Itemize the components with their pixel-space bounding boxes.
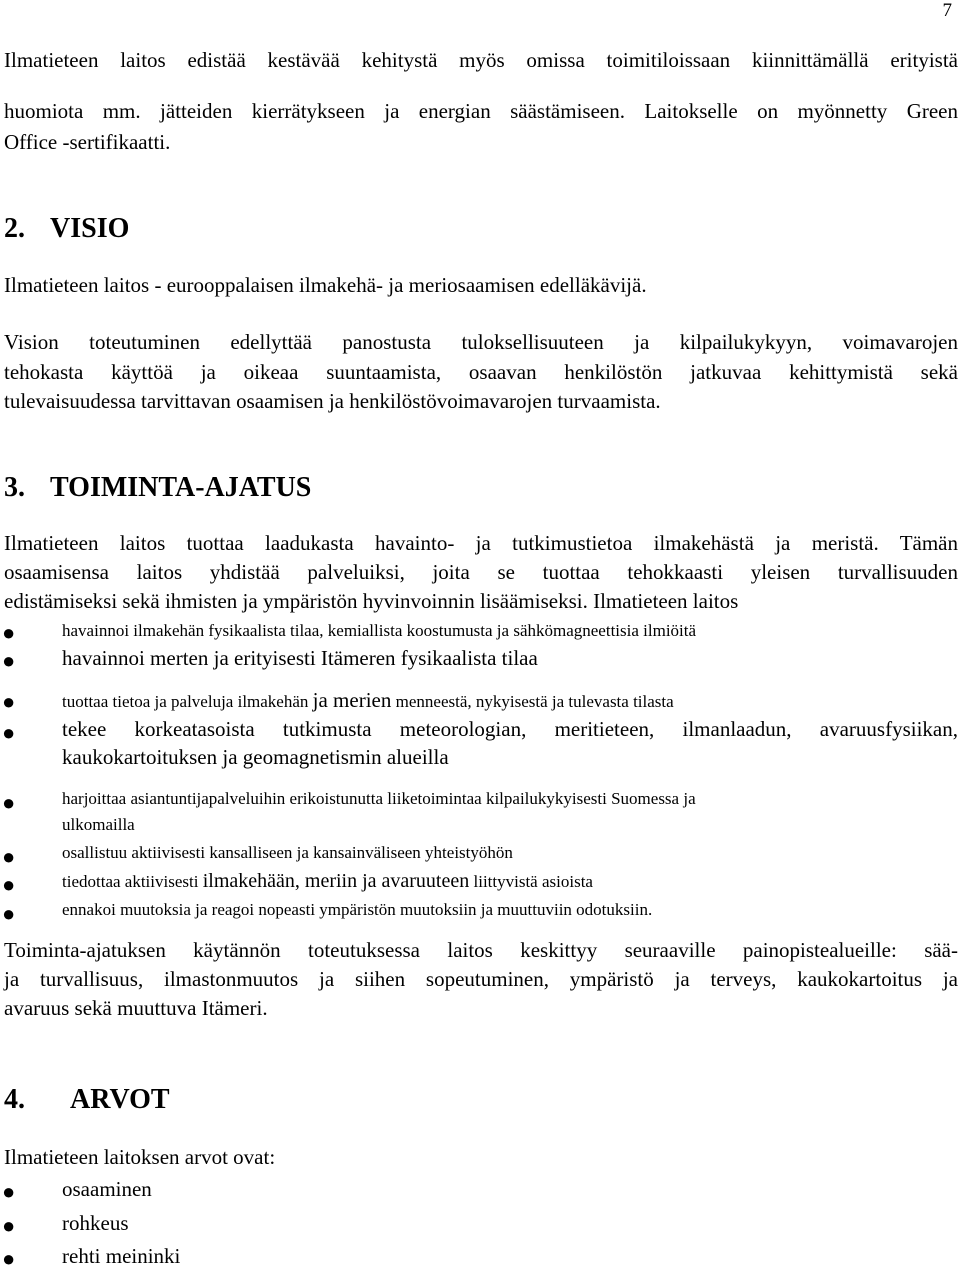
section-number: 2.	[4, 213, 25, 244]
bullet-icon: ●	[2, 648, 16, 673]
vision-line-3: tulevaisuudessa tarvittavan osaamisen ja henkilöstövoimavarojen turvaamista.	[4, 389, 661, 413]
bullet-icon: ●	[2, 689, 16, 714]
bullet-text-part: ilmakehään, meriin ja avaruuteen	[202, 870, 470, 892]
bullet-text: osallistuu aktiivisesti kansalliseen ja kansainväliseen yhteistyöhön	[62, 843, 513, 862]
bullet-text-part: menneestä, nykyisestä ja tulevasta tilasta	[391, 692, 674, 711]
bullet-icon: ●	[2, 901, 16, 926]
section-title: TOIMINTA-AJATUS	[50, 472, 312, 503]
bullet-icon: ●	[2, 1179, 16, 1204]
toiminta-line-3: edistämiseksi sekä ihmisten ja ympäristön hyvinvoinnin lisäämiseksi. Ilmatieteen laitos	[4, 589, 739, 613]
bullet-text	[62, 688, 674, 713]
section-number: 4.	[4, 1084, 25, 1115]
bullet-text-part: tiedottaa aktiivisesti	[62, 872, 203, 891]
bullet-text-part: harjoittaa asiantuntijapalveluihin erikoistunutta liiketoimintaa kilpailukykyisesti	[62, 789, 612, 808]
bullet-text	[62, 870, 593, 893]
bullet-text: tekee korkeatasoista tutkimusta meteorologian, meritieteen, ilmanlaadun, avaruusfysiikan,	[62, 717, 958, 741]
bullet-icon: ●	[2, 620, 16, 645]
vision-statement: Ilmatieteen laitos - eurooppalaisen ilmakehä- ja meriosaamisen edelläkävijä.	[4, 273, 647, 297]
page-number: 7	[942, 0, 952, 21]
bullet-text-continued: kaukokartoituksen ja geomagnetismin alueilla	[62, 745, 449, 769]
closing-line-3: avaruus sekä muuttuva Itämeri.	[4, 996, 268, 1020]
bullet-text: havainnoi ilmakehän fysikaalista tilaa, kemiallista koostumusta ja sähkömagneettisia ilmiöitä	[62, 621, 697, 640]
section-title: VISIO	[50, 213, 130, 244]
bullet-icon: ●	[2, 844, 16, 869]
bullet-text-continued: ulkomailla	[62, 815, 135, 834]
bullet-icon: ●	[2, 872, 16, 897]
section-heading-toiminta	[4, 472, 311, 504]
section-heading-arvot	[4, 1084, 170, 1116]
arvot-intro: Ilmatieteen laitoksen arvot ovat:	[4, 1145, 276, 1169]
section-heading-visio	[4, 213, 129, 245]
section-title: ARVOT	[70, 1084, 170, 1115]
bullet-text-part: ja merien	[312, 688, 392, 712]
toiminta-line-1: Ilmatieteen laitos tuottaa laadukasta havainto- ja tutkimustietoa ilmakehästä ja meristä. Tämän	[4, 531, 958, 555]
bullet-icon: ●	[2, 1246, 16, 1271]
bullet-text-part: Suomessa ja	[611, 789, 696, 808]
value-item: osaaminen	[62, 1177, 152, 1201]
intro-line-1: Ilmatieteen laitos edistää kestävää kehitystä myös omissa toimitiloissaan kiinnittämällä erityistä	[4, 48, 958, 72]
closing-line-1: Toiminta-ajatuksen käytännön toteutuksessa laitos keskittyy seuraaville painopistealueille: sää-	[4, 938, 958, 962]
bullet-icon: ●	[2, 790, 16, 815]
intro-line-3: Office -sertifikaatti.	[4, 130, 171, 154]
toiminta-line-2: osaamisensa laitos yhdistää palveluiksi, joita se tuottaa tehokkaasti yleisen turvallisuuden	[4, 560, 958, 584]
bullet-icon: ●	[2, 1213, 16, 1238]
vision-line-2: tehokasta käyttöä ja oikeaa suuntaamista, osaavan henkilöstön jatkuvaa kehittymistä sekä	[4, 360, 958, 384]
bullet-icon: ●	[2, 720, 16, 745]
bullet-text-part: tuottaa tietoa ja palveluja ilmakehän	[62, 692, 313, 711]
bullet-text-part: liittyvistä asioista	[469, 872, 593, 891]
value-item: rohkeus	[62, 1211, 129, 1235]
section-number: 3.	[4, 472, 25, 503]
value-item: rehti meininki	[62, 1244, 181, 1268]
intro-line-2: huomiota mm. jätteiden kierrätykseen ja energian säästämiseen. Laitokselle on myönnetty Green	[4, 99, 958, 123]
bullet-text: havainnoi merten ja erityisesti Itämeren fysikaalista tilaa	[62, 646, 538, 670]
closing-line-2: ja turvallisuus, ilmastonmuutos ja siihen sopeutuminen, ympäristö ja terveys, kaukokartoitus ja	[4, 967, 958, 991]
vision-line-1: Vision toteutuminen edellyttää panostusta tuloksellisuuteen ja kilpailukykyyn, voimavarojen	[4, 330, 958, 354]
bullet-text: ennakoi muutoksia ja reagoi nopeasti ympäristön muutoksiin ja muuttuviin odotuksiin.	[62, 900, 653, 919]
bullet-text	[62, 789, 696, 809]
